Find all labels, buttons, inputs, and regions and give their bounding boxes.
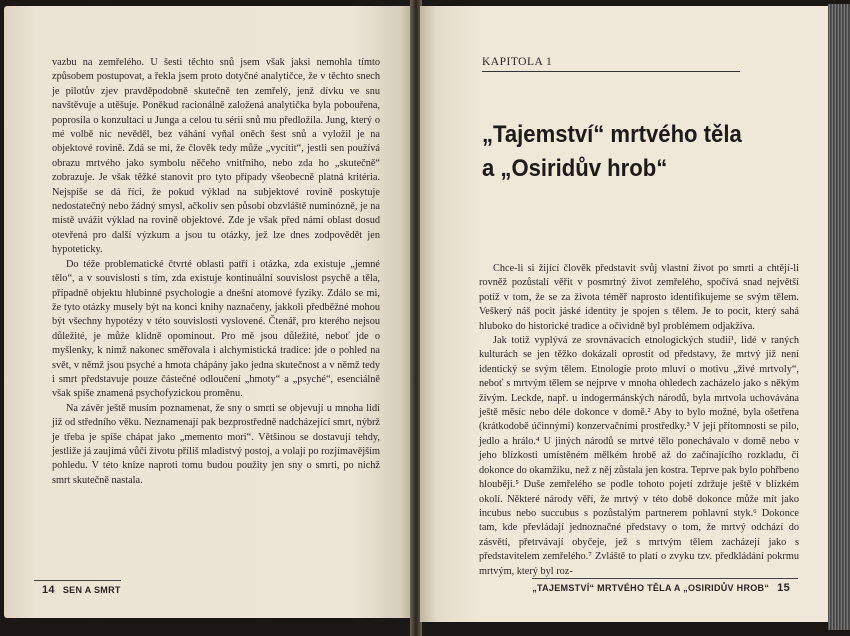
left-page-footer	[34, 580, 121, 596]
paragraph: vazbu na zemřelého. U šesti těchto snů jsem však jaksi nemohla tímto způsobem postupovat, a řekla jsem proto dotyčné analytičce, že v těchto snech je pilotův zjev pravděpodobně skutečně ten zemřelý, jenž dívku ve snu navštěvuje a utěšuje. Poněkud racionálně založená analytička byla pobouřena, poprosila o konzultaci u Junga a celou tu sérii snů mu předložila. Jung, který o mé volbě nic nevěděl, bez váhání vyňal oněch šest snů a vyložil je na objektové rovině. Zdá se mi, že člověk tedy může „vycítit“, jestli sen používá obrazu mrtvého jako symbolu něčeho vnitřního, nebo zda ho „skutečně“ zobrazuje. Je však těžké stanovit pro tyto případy všeobecně platná kritéria. Nejspíše se dá říci, že pokud výklad na subjektové rovině poskytuje nedostatečný nebo žádný smysl, ačkoliv sen působí obzvláště numinózně, je na místě uvážit výklad na rovině objektové. Zde je však před námi oblast dosud otevřená pro další výzkum a jsou tu otázky, jež lze dnes zodpovědět jen hypoteticky.	[52, 57, 380, 256]
running-head: „TAJEMSTVÍ“ MRTVÉHO TĚLA A „OSIRIDŮV HROB“	[532, 583, 770, 593]
paragraph: Do téže problematické čtvrté oblasti patří i otázka, zda existuje „jemné tělo“, a v souvislosti s tím, zda existuje kontinuální souvislost psychě a těla, případně objektu hlubinné psychologie a dnešní atomové fyziky. Zdálo se mi, že tyto otázky musely být na konci knihy naznačeny, jakkoli předběžné mohou být všechny hypotézy v této souvislosti vyslovené. Čtenář, pro kterého nejsou důležité, je může klidně opominout. Pro mě jsou důležité, neboť jde o myšlenky, k nimž nakonec směřovala i alchymistická tradice: jde o pohled na svět, v němž jsou psyché a hmota chápány jako jedna skutečnost a v němž tedy i smrt představuje pouze částečné odloučení „hmoty“ a „psyché“, esenciálně však spíše znamená psychofyzickou proměnu.	[52, 258, 380, 400]
right-page-body	[479, 262, 799, 579]
page-edges	[828, 4, 850, 630]
right-page-footer	[532, 578, 798, 594]
paragraph: Chce-li si žijící člověk představit svůj vlastní život po smrti a chtějí-li rovněž pozůstalí věřit v posmrtný život zemřelého, spočívá snad největší potíž v tom, že se za života téměř naprosto identifikujeme se svým tělem. Veškerý náš pocit jáské identity je spojen s tělem. Je to pocit, který sahá hluboko do historické tradice a očividně byl problémem odjakživa.	[479, 263, 799, 332]
page-number: 14	[42, 584, 55, 596]
paragraph: Na závěr ještě musím poznamenat, že sny o smrti se objevují u mnoha lidí již od středního věku. Neznamenají pak bezprostředně nadcházející smrt, nýbrž je třeba je spíše chápat jako „memento mori“. Většinou se dostavují tehdy, jestliže já zaujímá vůči životu příliš mladistvý postoj, a volají po rozjímavějším pohledu. V této knize naproti tomu budou použity jen sny o smrti, po nichž smrt skutečně nastala.	[52, 402, 380, 486]
running-head: SEN A SMRT	[62, 585, 121, 595]
paragraph: Jak totiž vyplývá ze srovnávacích etnologických studií¹, lidé v raných kulturách se jen těžko dokázali oprostit od představy, že mrtvý již není identický se svým tělem. Etnologie proto mluví o motivu „živé mrtvoly“, neboť s mrtvým tělem se nejprve v mnoha ohledech zacházelo jako s někým živým. Leckde, např. u indogermánských národů, byla mrtvola uchovávána ještě měsíc nebo déle dokonce v domě.² Aby to bylo možné, byla ošetřena (krátkodobě účinnými) konzervačními prostředky.³ V její přítomnosti se pilo, jedlo a hrálo.⁴ U jiných národů se mrtvé tělo ponechávalo v domě nebo v jeho blízkosti umístěném mělkém hrobě až do začínajícího rozkladu, či dokonce do okamžiku, než z něj zůstala jen kostra. Teprve pak bylo pohřbeno hlouběji.⁵ Duše zemřelého se podle tohoto pojetí zdržuje ještě v blízkém okolí. Některé národy věří, že mrtvý v této době dokonce může mít jako incubus nebo succubus s pozůstalým partnerem pohlavní styk.⁶ Dokonce tam, kde převládají jednoznačné představy o tom, že mrtvý odchází do zásvětí, přetrvávají obyčeje, jež s mrtvým tělem zacházejí jako s představitelem zemřelého.⁷ Zvláště to platí o zvyku tzv. předkládání pokrmu mrtvým, který byl roz-	[479, 335, 799, 577]
chapter-title-line: a „Osiridův hrob“	[482, 155, 668, 182]
chapter-title	[482, 118, 758, 186]
left-page-body	[52, 56, 380, 488]
page-number: 15	[777, 582, 790, 594]
chapter-label: KAPITOLA 1	[482, 56, 740, 72]
right-page	[420, 6, 828, 622]
chapter-title-line: „Tajemství“ mrtvého těla	[482, 121, 742, 148]
left-page	[4, 6, 412, 618]
